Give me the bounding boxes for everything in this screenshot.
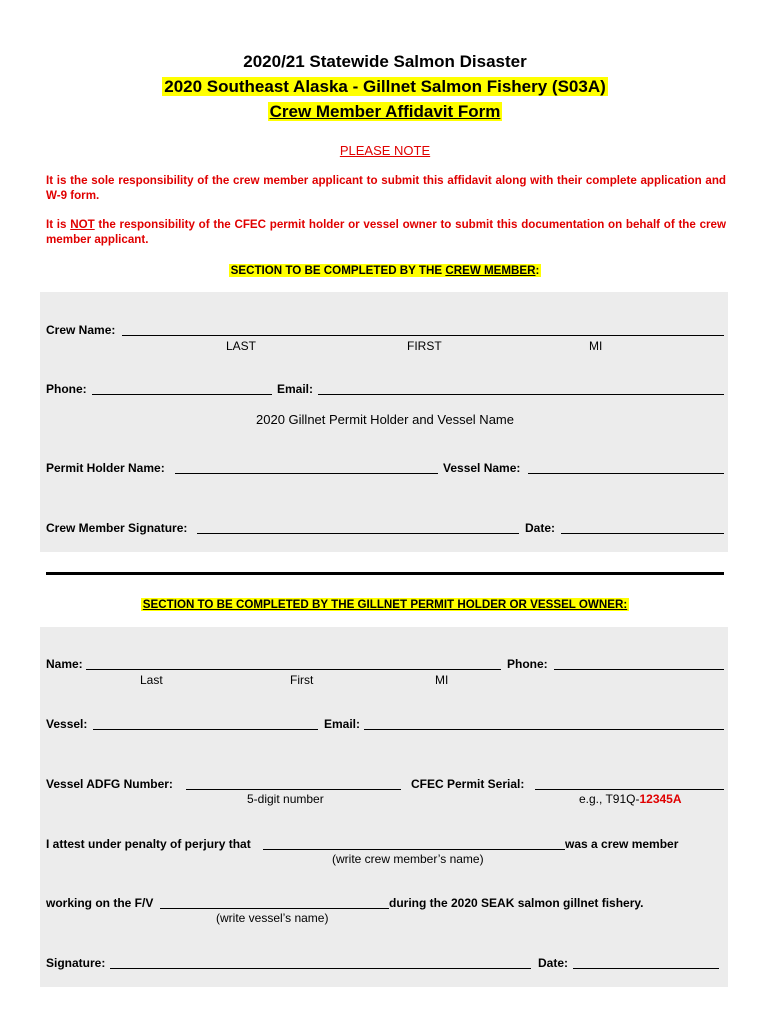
crew-email-field[interactable] <box>318 394 724 395</box>
owner-name-label: Name: <box>46 657 83 671</box>
crew-name-mi-hint: MI <box>589 339 603 353</box>
section-divider <box>46 572 724 575</box>
owner-phone-label: Phone: <box>507 657 548 671</box>
adfg-number-hint: 5-digit number <box>247 792 324 806</box>
owner-name-first-hint: First <box>290 673 314 687</box>
owner-name-last-hint: Last <box>140 673 163 687</box>
crew-date-label: Date: <box>525 521 556 535</box>
owner-vessel-label: Vessel: <box>46 717 88 731</box>
owner-name-mi-hint: MI <box>435 673 449 687</box>
crew-date-field[interactable] <box>561 533 724 534</box>
cfec-serial-hint: e.g., T91Q-12345A <box>579 792 682 806</box>
crew-email-label: Email: <box>277 382 314 396</box>
crew-name-first-hint: FIRST <box>407 339 442 353</box>
owner-email-field[interactable] <box>364 729 724 730</box>
owner-date-field[interactable] <box>573 968 719 969</box>
owner-signature-label: Signature: <box>46 956 106 970</box>
crew-name-field[interactable] <box>122 335 724 336</box>
title-line-1: 2020/21 Statewide Salmon Disaster <box>243 52 527 71</box>
working-on-label-end: during the 2020 SEAK salmon gillnet fishery. <box>389 896 644 910</box>
crew-phone-label: Phone: <box>46 382 87 396</box>
title-line-2: 2020 Southeast Alaska - Gillnet Salmon Fishery (S03A) <box>164 77 606 96</box>
owner-email-label: Email: <box>324 717 361 731</box>
crew-name-last-hint: LAST <box>226 339 257 353</box>
notice-paragraph-1: It is the sole responsibility of the crew member applicant to submit this affidavit along with their complete application and W-9 form. <box>46 174 726 202</box>
permit-vessel-header: 2020 Gillnet Permit Holder and Vessel Name <box>256 412 514 427</box>
attest-crew-name-field[interactable] <box>263 849 565 850</box>
working-on-label: working on the F/V <box>46 896 154 910</box>
attest-label: I attest under penalty of perjury that <box>46 837 251 851</box>
vessel-name-field[interactable] <box>528 473 724 474</box>
title-line-3: Crew Member Affidavit Form <box>269 102 501 121</box>
crew-signature-field[interactable] <box>197 533 519 534</box>
notice-paragraph-2: It is NOT the responsibility of the CFEC permit holder or vessel owner to submit this documentation on behalf of the crew member applicant. <box>46 218 726 246</box>
permit-holder-field[interactable] <box>175 473 438 474</box>
owner-date-label: Date: <box>538 956 569 970</box>
working-vessel-hint: (write vessel’s name) <box>216 911 329 925</box>
attest-crew-name-hint: (write crew member’s name) <box>332 852 484 866</box>
please-note-heading: PLEASE NOTE <box>339 143 431 158</box>
adfg-number-label: Vessel ADFG Number: <box>46 777 173 791</box>
cfec-serial-label: CFEC Permit Serial: <box>411 777 525 791</box>
owner-phone-field[interactable] <box>554 669 724 670</box>
owner-vessel-field[interactable] <box>93 729 318 730</box>
vessel-name-label: Vessel Name: <box>443 461 521 475</box>
crew-phone-field[interactable] <box>92 394 272 395</box>
crew-signature-label: Crew Member Signature: <box>46 521 188 535</box>
crew-section-heading: SECTION TO BE COMPLETED BY THE CREW MEMBER: <box>230 264 540 277</box>
permit-holder-label: Permit Holder Name: <box>46 461 165 475</box>
working-vessel-field[interactable] <box>160 908 389 909</box>
owner-section-heading: SECTION TO BE COMPLETED BY THE GILLNET PERMIT HOLDER OR VESSEL OWNER: <box>142 598 628 611</box>
attest-label-end: was a crew member <box>565 837 679 851</box>
crew-name-label: Crew Name: <box>46 323 116 337</box>
cfec-serial-field[interactable] <box>535 789 724 790</box>
owner-name-field[interactable] <box>86 669 501 670</box>
owner-signature-field[interactable] <box>110 968 531 969</box>
adfg-number-field[interactable] <box>186 789 401 790</box>
